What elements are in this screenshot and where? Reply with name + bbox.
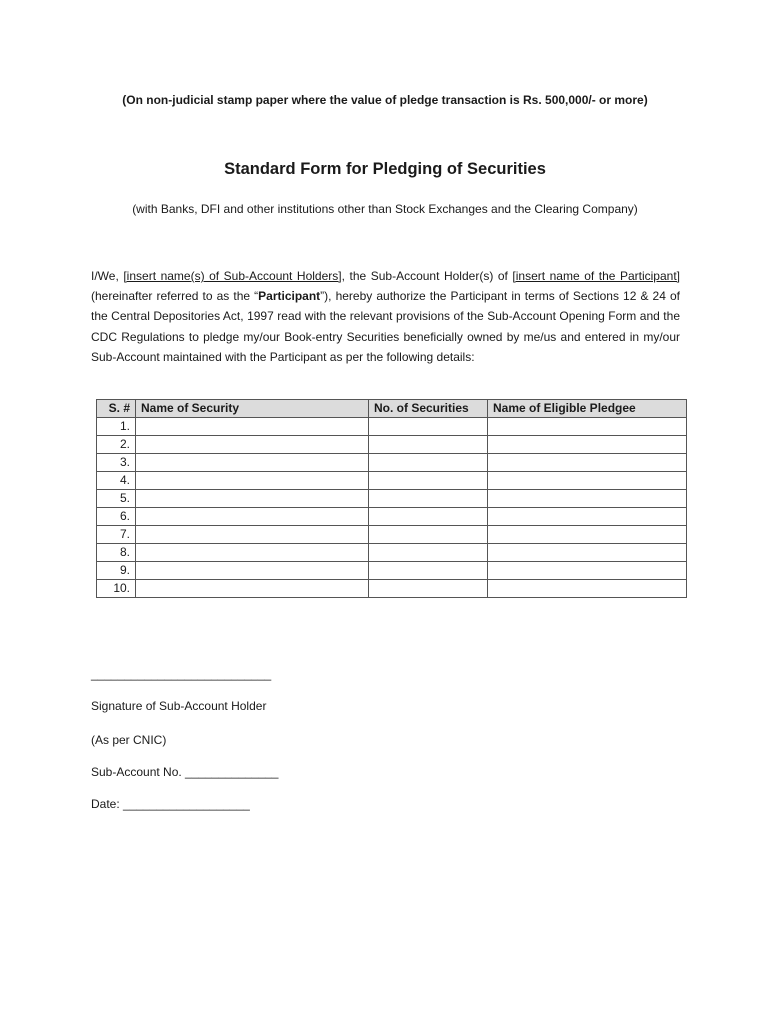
securities-count-cell[interactable] <box>369 454 488 472</box>
pledgee-name-cell[interactable] <box>488 580 687 598</box>
securities-count-cell[interactable] <box>369 580 488 598</box>
securities-count-cell[interactable] <box>369 544 488 562</box>
holder-name-placeholder: [insert name(s) of Sub-Account Holders] <box>123 269 342 283</box>
serial-cell: 3. <box>97 454 136 472</box>
table-row <box>97 508 687 526</box>
securities-count-cell[interactable] <box>369 526 488 544</box>
sub-account-number-field[interactable]: Sub-Account No. ______________ <box>91 765 279 779</box>
security-name-cell[interactable] <box>136 544 369 562</box>
securities-table <box>96 399 687 598</box>
pledgee-name-cell[interactable] <box>488 508 687 526</box>
date-field[interactable]: Date: ___________________ <box>91 797 250 811</box>
serial-cell: 1. <box>97 418 136 436</box>
signature-line[interactable]: ___________________________ <box>91 667 272 681</box>
table-row <box>97 544 687 562</box>
participant-term: Participant <box>258 289 321 304</box>
form-title: Standard Form for Pledging of Securities <box>224 160 546 178</box>
pledgee-name-cell[interactable] <box>488 418 687 436</box>
pledgee-name-cell[interactable] <box>488 436 687 454</box>
securities-count-cell[interactable] <box>369 436 488 454</box>
table-row <box>97 526 687 544</box>
pledgee-name-cell[interactable] <box>488 526 687 544</box>
paragraph-mid-2: (hereinafter referred to as the “ <box>91 289 259 304</box>
serial-cell: 4. <box>97 472 136 490</box>
securities-count-cell[interactable] <box>369 418 488 436</box>
security-name-cell[interactable] <box>136 526 369 544</box>
header-eligible-pledgee: Name of Eligible Pledgee <box>488 400 687 418</box>
table-row <box>97 436 687 454</box>
paragraph-mid-1: , the Sub-Account Holder(s) of <box>341 269 513 283</box>
serial-cell: 7. <box>97 526 136 544</box>
form-subtitle: (with Banks, DFI and other institutions other than Stock Exchanges and the Clearing Company) <box>132 202 638 216</box>
serial-cell: 9. <box>97 562 136 580</box>
serial-cell: 2. <box>97 436 136 454</box>
security-name-cell[interactable] <box>136 418 369 436</box>
header-name-of-security: Name of Security <box>136 400 369 418</box>
pledgee-name-cell[interactable] <box>488 562 687 580</box>
table-header-row <box>97 400 687 418</box>
serial-cell: 10. <box>97 580 136 598</box>
security-name-cell[interactable] <box>136 454 369 472</box>
security-name-cell[interactable] <box>136 562 369 580</box>
serial-cell: 8. <box>97 544 136 562</box>
table-row <box>97 454 687 472</box>
pledgee-name-cell[interactable] <box>488 544 687 562</box>
serial-cell: 6. <box>97 508 136 526</box>
stamp-paper-note: (On non-judicial stamp paper where the value of pledge transaction is Rs. 500,000/- or more) <box>122 93 648 107</box>
security-name-cell[interactable] <box>136 472 369 490</box>
cnic-note: (As per CNIC) <box>91 733 167 747</box>
table-row <box>97 472 687 490</box>
table-row <box>97 418 687 436</box>
signature-label: Signature of Sub-Account Holder <box>91 699 267 713</box>
authorization-paragraph <box>91 266 680 367</box>
paragraph-rest: ”), hereby authorize the Participant in terms of Sections 12 & 24 of the Central Depositories Act, 1997 read with the relevant provisions of the Sub-Account Opening Form and the CDC Regulations to pledge my/our Book-entry Securities beneficially owned by me/us and entered in my/our Sub-Account maintained with the Participant as per the following details: <box>91 289 680 364</box>
pledgee-name-cell[interactable] <box>488 490 687 508</box>
paragraph-intro: I/We, <box>91 269 124 283</box>
securities-count-cell[interactable] <box>369 490 488 508</box>
security-name-cell[interactable] <box>136 436 369 454</box>
security-name-cell[interactable] <box>136 490 369 508</box>
table-row <box>97 490 687 508</box>
securities-count-cell[interactable] <box>369 508 488 526</box>
table-row <box>97 580 687 598</box>
securities-count-cell[interactable] <box>369 472 488 490</box>
serial-cell: 5. <box>97 490 136 508</box>
security-name-cell[interactable] <box>136 580 369 598</box>
securities-count-cell[interactable] <box>369 562 488 580</box>
pledgee-name-cell[interactable] <box>488 454 687 472</box>
security-name-cell[interactable] <box>136 508 369 526</box>
table-row <box>97 562 687 580</box>
pledgee-name-cell[interactable] <box>488 472 687 490</box>
header-no-of-securities: No. of Securities <box>369 400 488 418</box>
header-serial: S. # <box>97 400 136 418</box>
participant-name-placeholder: [insert name of the Participant] <box>512 269 680 283</box>
